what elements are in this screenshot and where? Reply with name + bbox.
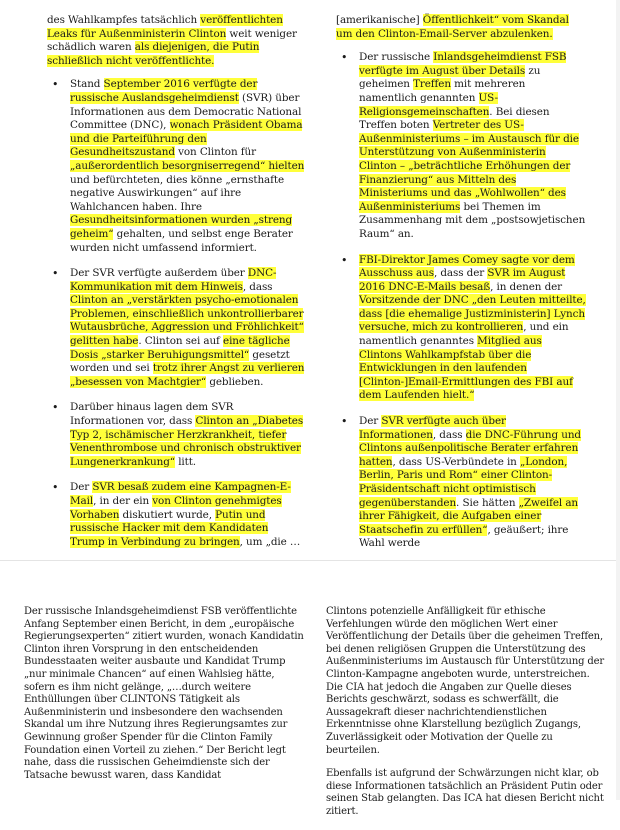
text-run: . Sie hätten bbox=[456, 496, 519, 509]
text-run: Der bbox=[70, 481, 93, 494]
highlighted-text: Clinton an „verstärkten psycho-emotionalen Problemen, einschließlich unkontrollierbarer Wutausbrüche, Aggression und Fröhlichkeit“ gelitten habe bbox=[70, 294, 304, 348]
section-divider bbox=[0, 560, 620, 561]
highlighted-text: die DNC-Führung und Clintons außenpolitische Berater erfahren hatten bbox=[359, 428, 581, 468]
highlighted-text: US-Religionsgemeinschaften bbox=[359, 91, 498, 118]
bullet-dnc-communication bbox=[47, 267, 305, 389]
text-run: von Clinton für bbox=[174, 146, 256, 159]
text-run: diskutiert wurde, bbox=[119, 508, 216, 521]
text-run: zu geheimen bbox=[359, 64, 541, 91]
text-run: . Clinton sei auf bbox=[138, 335, 224, 348]
highlighted-text: „London, Berlin, Paris und Rom“ einer Clinton-Präsidentschaft nicht optimistisch gegenüberstanden bbox=[359, 455, 568, 509]
right-column bbox=[336, 14, 586, 563]
bullet-medical-conditions bbox=[47, 401, 305, 469]
text-run: , in der ein bbox=[93, 495, 153, 507]
highlighted-text: Clinton an „Diabetes Typ 2, ischämischer Herzkrankheit, tiefer Venenthrombose und chronisch obstruktiver Lungenerkrankung“ bbox=[70, 415, 304, 468]
text-run: Der bbox=[359, 415, 382, 428]
text-run: Stand bbox=[70, 78, 104, 91]
highlighted-text: September 2016 verfügte der russische Auslandsgeheimdienst bbox=[70, 78, 258, 104]
highlighted-text: Gesundheitsinformationen wurden „streng geheim“ bbox=[70, 214, 293, 240]
left-column bbox=[47, 14, 305, 561]
text-run: , in denen der bbox=[490, 280, 563, 293]
bullet-health-concerns bbox=[47, 78, 305, 255]
text-run: , geäußert; ihre Wahl werde bbox=[359, 523, 569, 550]
highlighted-text: Inlandsgeheimdienst FSB verfügte im August über Details bbox=[359, 51, 567, 77]
text-run: mit mehreren namentlich genannten bbox=[359, 78, 526, 104]
bottom-right-paragraph-1: Clintons potenzielle Anfälligkeit für ethische Verfehlungen würde den möglichen Wert einer Veröffentlichung der Details über die geheimen Treffen, bei denen religiösen Gruppen die Unterstützung des Außenministeriums im Austausch für Unterstützung der Clinton-Kampagne angeboten wurde, unterstreichen. Die CIA hat jedoch die Angaben zur Quelle dieses Berichts geschwärzt, sodass es schwerfällt, die Aussagekraft dieser nachrichtendienstlichen Erkenntnisse ohne Klarstellung bezüglich Zugangs, Zuverlässigkeit oder Motivation der Quelle zu beurteilen. bbox=[326, 606, 605, 756]
text-run: , dass US-Verbündete in bbox=[392, 455, 520, 468]
right-bullet-list bbox=[336, 51, 586, 551]
left-bullet-list bbox=[47, 78, 305, 549]
highlighted-text: veröffentlichten Leaks für Außenministerin Clinton bbox=[47, 14, 283, 40]
text-run: , dass bbox=[432, 428, 466, 441]
text-run: , dass bbox=[242, 280, 273, 293]
text-run: [amerikanische] bbox=[336, 14, 423, 26]
text-run: Der SVR verfügte außerdem über bbox=[70, 267, 248, 280]
text-run: Darüber hinaus lagen dem SVR Informationen vor, dass bbox=[70, 401, 234, 428]
text-run: Der russische bbox=[359, 51, 434, 64]
highlighted-text: Vorsitzende der DNC „den Leuten mitteilte, dass [die ehemalige Justizministerin] Lynch versuche, mich zu kontrollieren bbox=[359, 294, 586, 334]
highlighted-text: „Zweifel an ihrer Fähigkeit, die Aufgaben einer Staatschefin zu erfüllen“ bbox=[359, 496, 579, 536]
highlighted-text: SVR besaß zudem eine Kampagnen-E-Mail bbox=[70, 481, 291, 507]
text-run: (SVR) über Informationen aus dem Democratic National Committee (DNC), bbox=[70, 91, 302, 132]
bullet-fsb-meetings bbox=[336, 51, 586, 241]
highlighted-text: SVR verfügte auch über Informationen bbox=[359, 415, 506, 441]
text-run: geblieben. bbox=[206, 375, 264, 388]
highlighted-text: von Clinton genehmigtes Vorhaben bbox=[70, 495, 282, 521]
text-run: weit weniger schädlich waren bbox=[47, 27, 297, 54]
bottom-left-paragraph: Der russische Inlandsgeheimdienst FSB veröffentlichte Anfang September einen Bericht, in dem „europäische Regierungsexperten“ zitiert wurden, wonach Kandidatin Clinton ihren Vorsprung in den entscheidenden Bundesstaaten weiter ausbaute und Kandidat Trump „nur minimale Chancen“ auf einen Wahlsieg hätte, sofern es ihm nicht gelänge, „…durch weitere Enthüllungen über CLINTONS Tätigkeit als Außenministerin und insbesondere den wachsenden Skandal um ihre Nutzung ihres Regierungsamtes zur Gewinnung großer Spender für die Clinton Family Foundation einen Vorteil zu ziehen.“ Der Bericht legt nahe, dass die russischen Geheimdienste sich der Tatsache bewusst waren, dass Kandidat bbox=[24, 606, 304, 781]
highlighted-text: trotz ihrer Angst zu verlieren „besessen von Machtgier“ bbox=[70, 362, 305, 388]
highlighted-text: Vertreter des US-Außenministeriums – im Austausch für die Unterstützung von Außenministerin Clinton – „beträchtliche Erhöhungen der Finanzierung“ aus Mitteln des Ministeriums und das „Wohlwollen“ des Außenministeriums bbox=[359, 119, 579, 213]
text-run: litt. bbox=[175, 455, 197, 468]
highlighted-text: SVR im August 2016 DNC-E-Mails besaß bbox=[359, 267, 566, 293]
text-run: , und ein namentlich genanntes bbox=[359, 321, 569, 348]
page-edge-shadow bbox=[616, 0, 620, 800]
right-intro-paragraph bbox=[336, 14, 586, 41]
text-run: . Bei diesen Treffen boten bbox=[359, 105, 550, 132]
bottom-right-column bbox=[326, 606, 609, 830]
text-run: gesetzt worden und sei bbox=[70, 348, 290, 375]
text-run: und befürchteten, dies könne „ernsthafte negative Auswirkungen“ auf ihre Wahlchancen haben. Ihre bbox=[70, 173, 285, 213]
highlighted-text: wonach Präsident Obama und die Parteiführung den Gesundheitszustand bbox=[70, 119, 303, 159]
highlighted-text: Öffentlichkeit“ vom Skandal um den Clinton-Email-Server abzulenken. bbox=[336, 14, 569, 40]
highlighted-text: Putin und russische Hacker mit dem Kandidaten Trump in Verbindung zu bringen bbox=[70, 508, 269, 548]
left-intro-paragraph bbox=[47, 14, 305, 68]
bullet-comey-testimony bbox=[336, 254, 586, 404]
highlighted-text: DNC-Kommunikation mit dem Hinweis bbox=[70, 267, 277, 293]
text-run: bei Themen im Zusammenhang mit dem „postsowjetischen Raum“ an. bbox=[359, 200, 586, 240]
highlighted-text: Treffen bbox=[413, 78, 451, 91]
text-run: des Wahlkampfes tatsächlich bbox=[47, 14, 201, 26]
bullet-campaign-email bbox=[47, 481, 305, 549]
text-run: gehalten, und selbst enge Berater wurden nicht umfassend informiert. bbox=[70, 227, 293, 254]
highlighted-text: „außerordentlich besorgniserregend“ hielten bbox=[70, 159, 305, 172]
highlighted-text: eine tägliche Dosis „starker Beruhigungsmittel“ bbox=[70, 335, 290, 361]
highlighted-text: FBI-Direktor James Comey sagte vor dem Ausschuss aus bbox=[359, 253, 575, 280]
text-run: , dass der bbox=[433, 267, 488, 280]
text-run: , um „die … bbox=[239, 535, 301, 548]
bottom-left-column bbox=[24, 606, 307, 793]
highlighted-text: als diejenigen, die Putin schließlich nicht veröffentlichte. bbox=[47, 41, 260, 67]
bottom-right-paragraph-2: Ebenfalls ist aufgrund der Schwärzungen nicht klar, ob diese Informationen tatsächlich an Präsident Putin oder seinen Stab gelangten. Das ICA hat diesen Bericht nicht zitiert. bbox=[326, 768, 604, 817]
highlighted-text: Mitglied aus Clintons Wahlkampfstab über die Entwicklungen in den laufenden [Clinton-]Email-Ermittlungen des FBI auf dem Laufenden hielt.“ bbox=[359, 335, 573, 402]
bullet-allies-doubts bbox=[336, 415, 586, 551]
